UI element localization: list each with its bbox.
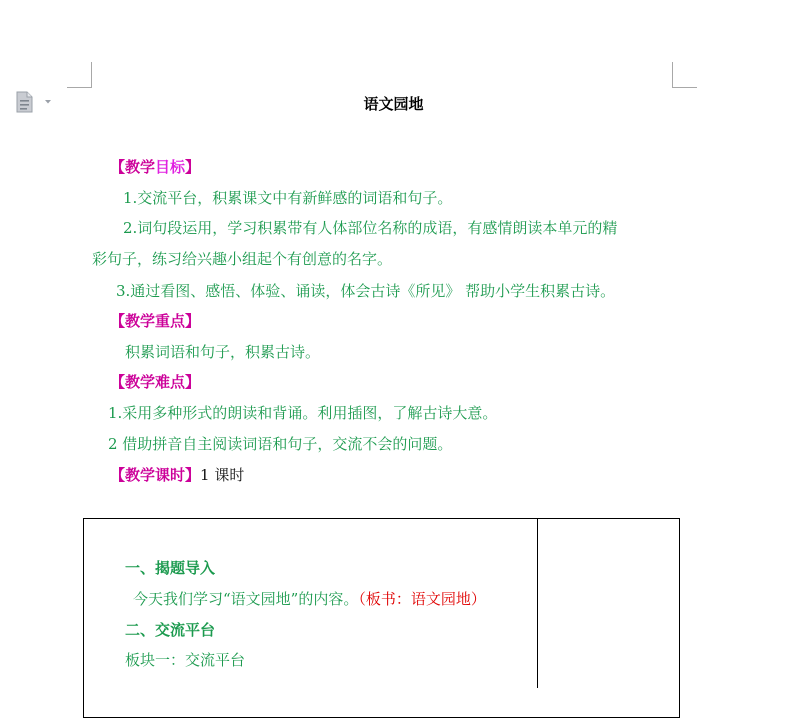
section-1-text: 今天我们学习“语文园地”的内容。 <box>133 590 359 608</box>
page-corner-mark-top-left-h <box>67 87 92 88</box>
lesson-table <box>83 518 680 718</box>
page-title: 语文园地 <box>363 95 424 113</box>
key-points-heading: 【教学重点】 <box>110 312 201 330</box>
page-corner-mark-top-left <box>91 62 92 88</box>
section-1-title: 一、揭题导入 <box>125 559 216 577</box>
table-column-divider <box>537 518 538 688</box>
hours-value: 1 课时 <box>200 466 245 484</box>
difficulty-line-2: 2 借助拼音自主阅读词语和句子，交流不会的问题。 <box>108 435 453 453</box>
hours-heading: 【教学课时】 <box>110 466 201 484</box>
section-1-board-note: （板书：语文园地） <box>358 590 486 608</box>
objective-line-2: 2.词句段运用，学习积累带有人体部位名称的成语，有感情朗读本单元的精 <box>123 219 618 237</box>
block-1-label: 板块一：交流平台 <box>125 651 246 669</box>
section-1-text-row <box>133 588 486 609</box>
page-corner-mark-top-right <box>672 62 673 88</box>
hours-row <box>110 464 244 485</box>
difficulties-heading: 【教学难点】 <box>110 373 201 391</box>
objective-line-3: 3.通过看图、感悟、体验、诵读，体会古诗《所见》 帮助小学生积累古诗。 <box>116 282 616 300</box>
key-points-text: 积累词语和句子，积累古诗。 <box>125 343 321 361</box>
objectives-heading: 【教学目标】 <box>110 158 201 176</box>
section-2-title: 二、交流平台 <box>125 621 216 639</box>
objective-line-2-cont: 彩句子，练习给兴趣小组起个有创意的名字。 <box>92 250 393 268</box>
objective-line-1: 1.交流平台，积累课文中有新鲜感的词语和句子。 <box>123 189 453 207</box>
difficulty-line-1: 1.采用多种形式的朗读和背诵。利用插图，了解古诗大意。 <box>108 404 498 422</box>
page-corner-mark-top-right-h <box>672 87 697 88</box>
